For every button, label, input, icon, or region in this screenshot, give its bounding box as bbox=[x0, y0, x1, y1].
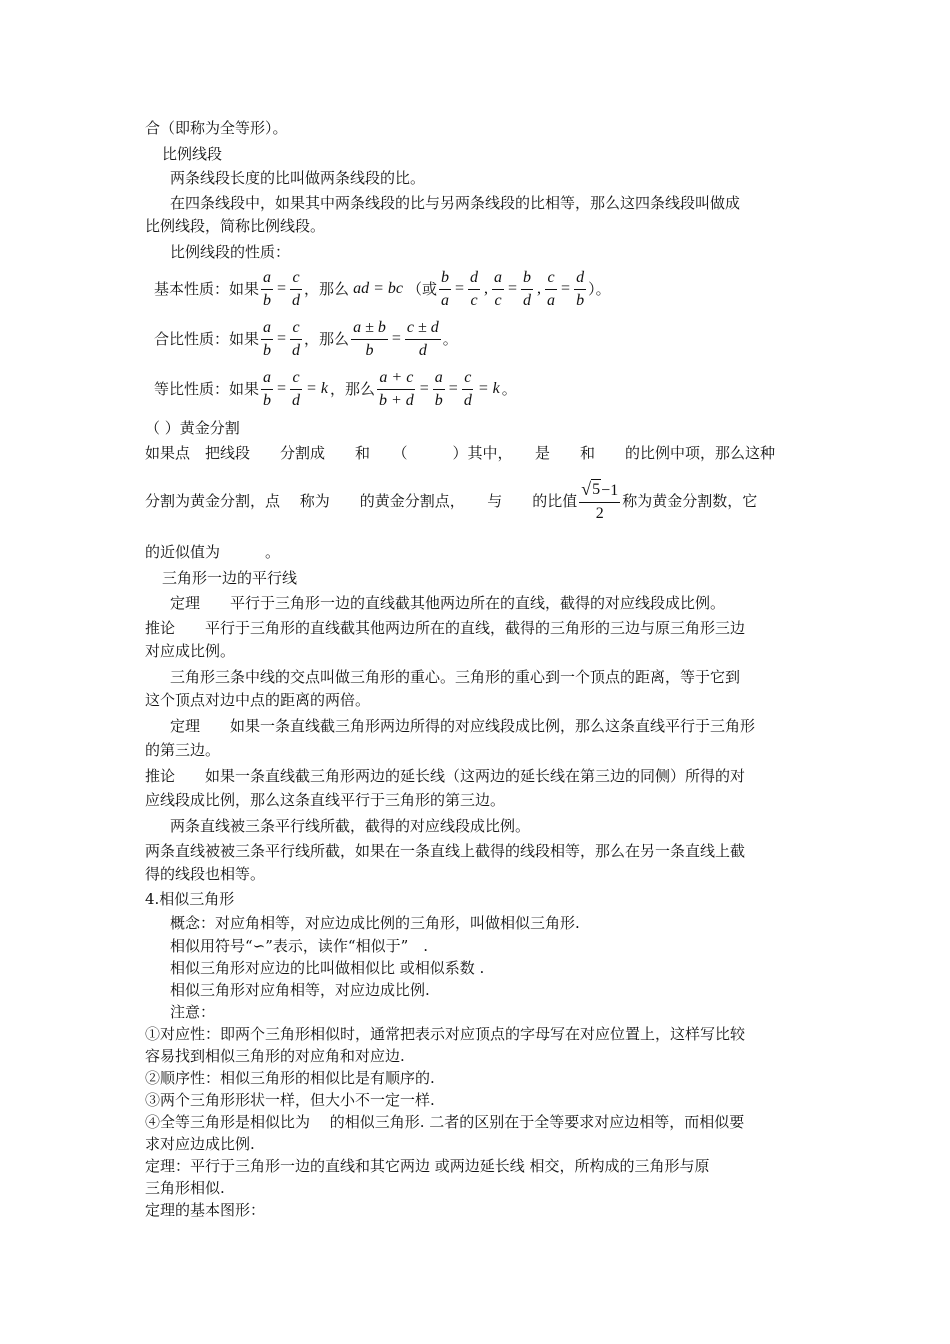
formula-label: 合比性质：如果 bbox=[154, 330, 260, 348]
section-heading-similar-triangles: 4.相似三角形 bbox=[145, 890, 235, 908]
golden-ratio-line: 分割为黄金分割，点 称为 的黄金分割点， 与 的比值 √ 5 −1 2 称为黄金分割数，它 bbox=[145, 478, 758, 522]
text-line: 合（即称为全等形）。 bbox=[145, 119, 288, 137]
text-line: 两条直线被被三条平行线所截，如果在一条直线上截得的线段相等，那么在另一条直线上截 bbox=[145, 842, 746, 860]
sum-property-formula: 合比性质：如果 $\frac{a}{b}$ = $\frac{c}{d}$ ，那么 $\frac{a \pm b}{b}$ = $\frac{c \pm d}{d}$ 。 bbox=[154, 318, 458, 359]
text-line: 的近似值为 。 bbox=[145, 543, 281, 561]
theorem-text: 定理 平行于三角形一边的直线截其他两边所在的直线，截得的对应线段成比例。 bbox=[170, 594, 726, 612]
equal-ratio-property-formula: 等比性质：如果 $\frac{a}{b}$ = $\frac{c}{d}$ = k ，那么 $\frac{a + c}{b + d}$ = $\frac{a}{b}$ = $\frac{c}{d}$ = k 。 bbox=[154, 368, 517, 409]
text-line: 比例线段的性质： bbox=[170, 243, 291, 261]
text-line: 如果点 把线段 分割成 和 （ ）其中， 是 和 的比例中项，那么这种 bbox=[145, 444, 776, 462]
text-line: 相似三角形对应边的比叫做相似比 或相似系数 . bbox=[170, 959, 485, 977]
text-line: 概念：对应角相等，对应边成比例的三角形，叫做相似三角形. bbox=[170, 914, 580, 932]
text-line: 得的线段也相等。 bbox=[145, 865, 266, 883]
text-line: 这个顶点对边中点的距离的两倍。 bbox=[145, 691, 371, 709]
note-item: ④全等三角形是相似比为 的相似三角形. 二者的区别在于全等要求对应边相等，而相似要 bbox=[145, 1113, 745, 1131]
section-heading-proportional-segments: 比例线段 bbox=[162, 145, 223, 163]
note-item: ③两个三角形形状一样，但大小不一定一样. bbox=[145, 1091, 435, 1109]
note-item: ①对应性：即两个三角形相似时，通常把表示对应顶点的字母写在对应位置上，这样写比较 bbox=[145, 1025, 746, 1043]
text-line: 求对应边成比例. bbox=[145, 1135, 255, 1153]
product-equation: ad = bc bbox=[353, 280, 403, 297]
section-heading-golden-section: （ ）黄金分割 bbox=[145, 419, 240, 437]
text-line: 容易找到相似三角形的对应角和对应边. bbox=[145, 1047, 405, 1065]
formula-label: 等比性质：如果 bbox=[154, 380, 260, 398]
text-line: 三角形三条中线的交点叫做三角形的重心。三角形的重心到一个顶点的距离，等于它到 bbox=[170, 668, 741, 686]
corollary-text: 推论 如果一条直线截三角形两边的延长线（这两边的延长线在第三边的同侧）所得的对 bbox=[145, 767, 746, 785]
text-line: 在四条线段中，如果其中两条线段的比与另两条线段的比相等，那么这四条线段叫做成 bbox=[170, 194, 741, 212]
fraction: $\frac{a}{b}$ bbox=[263, 268, 272, 309]
theorem-text: 定理 如果一条直线截三角形两边所得的对应线段成比例，那么这条直线平行于三角形 bbox=[170, 717, 756, 735]
text-line: 比例线段，简称比例线段。 bbox=[145, 217, 326, 235]
formula-label: 基本性质：如果 bbox=[154, 280, 260, 298]
basic-property-formula: 基本性质：如果 $\frac{a}{b}$ = $\frac{c}{d}$ ，那么 ad = bc （或 $\frac{b}{a}$ = $\frac{d}{c}$ , $\frac{a}{c}$ = $\frac{b}{d}$ , $\frac{c}{a}$ = $\frac{d}{b}$ ）。 bbox=[154, 268, 611, 309]
note-item: ②顺序性：相似三角形的相似比是有顺序的. bbox=[145, 1069, 435, 1087]
section-heading-parallel-line: 三角形一边的平行线 bbox=[162, 569, 298, 587]
text-line: 的第三边。 bbox=[145, 741, 221, 759]
text-line: 相似用符号“∽”表示，读作“相似于” . bbox=[170, 937, 429, 955]
corollary-text: 推论 平行于三角形的直线截其他两边所在的直线，截得的三角形的三边与原三角形三边 bbox=[145, 619, 746, 637]
text-line: 三角形相似. bbox=[145, 1179, 225, 1197]
text-line: 相似三角形对应角相等，对应边成比例. bbox=[170, 981, 430, 999]
text-line: 注意： bbox=[170, 1003, 216, 1021]
golden-ratio-fraction: √ 5 −1 2 bbox=[581, 478, 619, 522]
text-line: 两条直线被三条平行线所截，截得的对应线段成比例。 bbox=[170, 817, 531, 835]
text-line: 定理的基本图形： bbox=[145, 1201, 266, 1219]
text-line: 两条线段长度的比叫做两条线段的比。 bbox=[170, 169, 426, 187]
fraction: $\frac{c}{d}$ bbox=[292, 268, 301, 309]
theorem-text: 定理：平行于三角形一边的直线和其它两边 或两边延长线 相交，所构成的三角形与原 bbox=[145, 1157, 710, 1175]
text-line: 对应成比例。 bbox=[145, 642, 236, 660]
text-line: 应线段成比例，那么这条直线平行于三角形的第三边。 bbox=[145, 791, 506, 809]
